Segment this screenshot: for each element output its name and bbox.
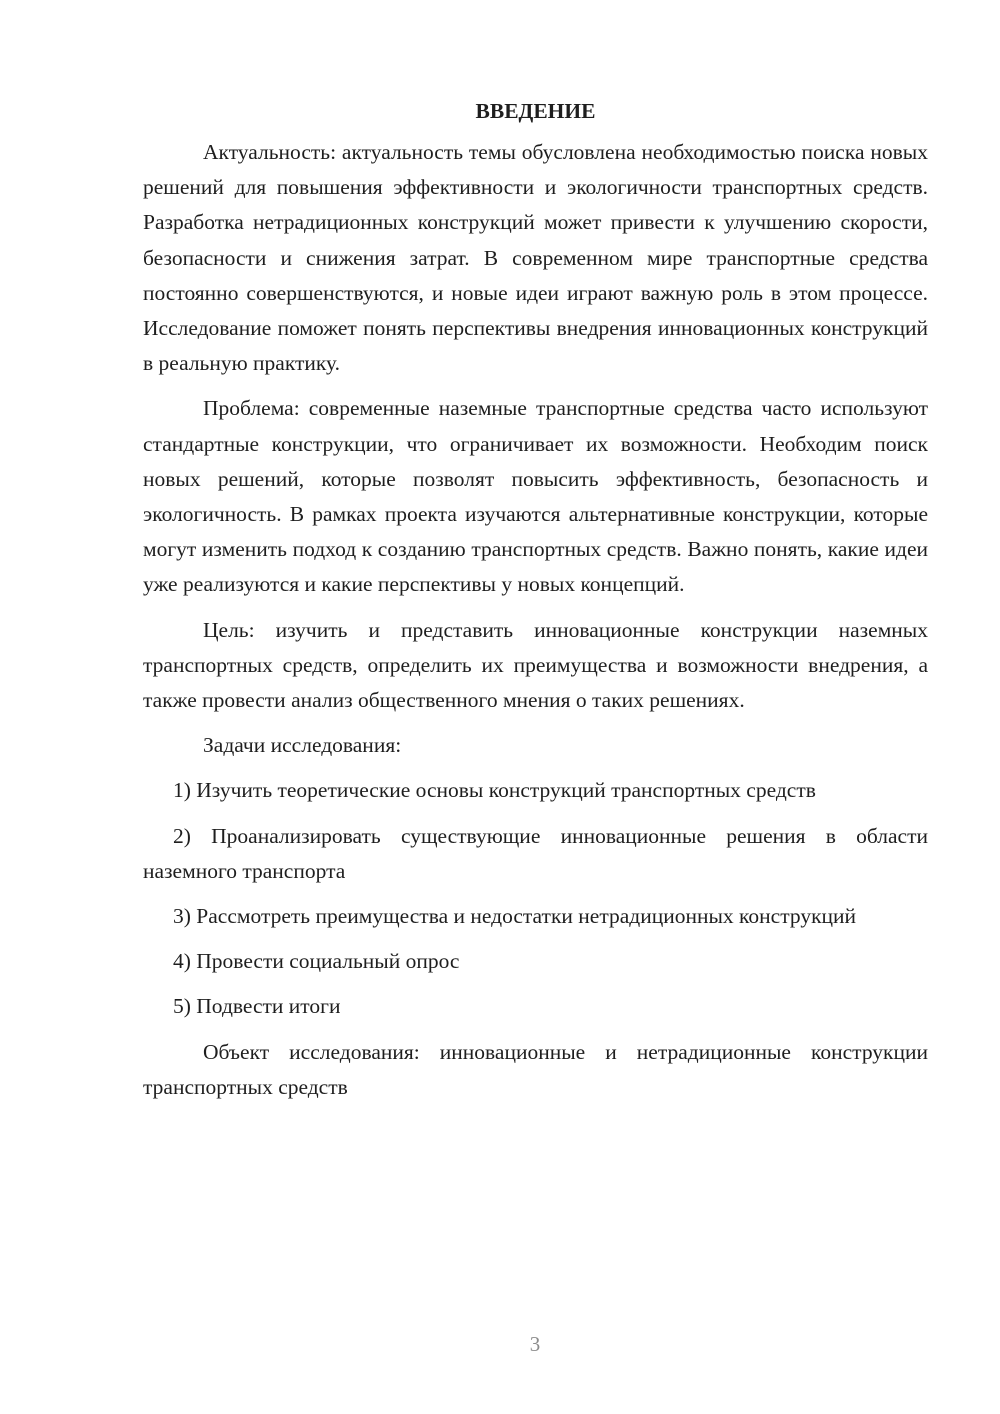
paragraph-goal: Цель: изучить и представить инновационные конструкции наземных транспортных средств, определить их преимущества и возможности внедрения, а также провести анализ общественного мнения о таких решениях.: [143, 617, 928, 713]
paragraph-relevance: Актуальность: актуальность темы обусловлена необходимостью поиска новых решений для повышения эффективности и экологичности транспортных средств. Разработка нетрадиционных конструкций может привести к улучшению скорости, безопасности и снижения затрат. В современном мире транспортные средства постоянно совершенствуются, и новые идеи играют важную роль в этом процессе. Исследование поможет понять перспективы внедрения инновационных конструкций в реальную практику.: [143, 140, 928, 376]
task-item-2: 2) Проанализировать существующие инновационные решения в области наземного транспорта: [143, 823, 928, 883]
section-heading: ВВЕДЕНИЕ: [475, 99, 596, 123]
task-item-1: 1) Изучить теоретические основы конструкций транспортных средств: [173, 778, 816, 803]
paragraph-object: Объект исследования: инновационные и нетрадиционные конструкции транспортных средств: [143, 1039, 928, 1099]
task-item-5: 5) Подвести итоги: [173, 994, 341, 1019]
document-page: [143, 96, 928, 1115]
task-item-3: 3) Рассмотреть преимущества и недостатки нетрадиционных конструкций: [173, 904, 857, 929]
tasks-heading: Задачи исследования:: [203, 733, 402, 758]
task-item-4: 4) Провести социальный опрос: [173, 949, 460, 974]
paragraph-problem: Проблема: современные наземные транспортные средства часто используют стандартные конструкции, что ограничивает их возможности. Необходим поиск новых решений, которые позволят повысить эффективность, безопасность и экологичность. В рамках проекта изучаются альтернативные конструкции, которые могут изменить подход к созданию транспортных средств. Важно понять, какие идеи уже реализуются и какие перспективы у новых концепций.: [143, 396, 928, 597]
page-number: 3: [529, 1332, 541, 1356]
